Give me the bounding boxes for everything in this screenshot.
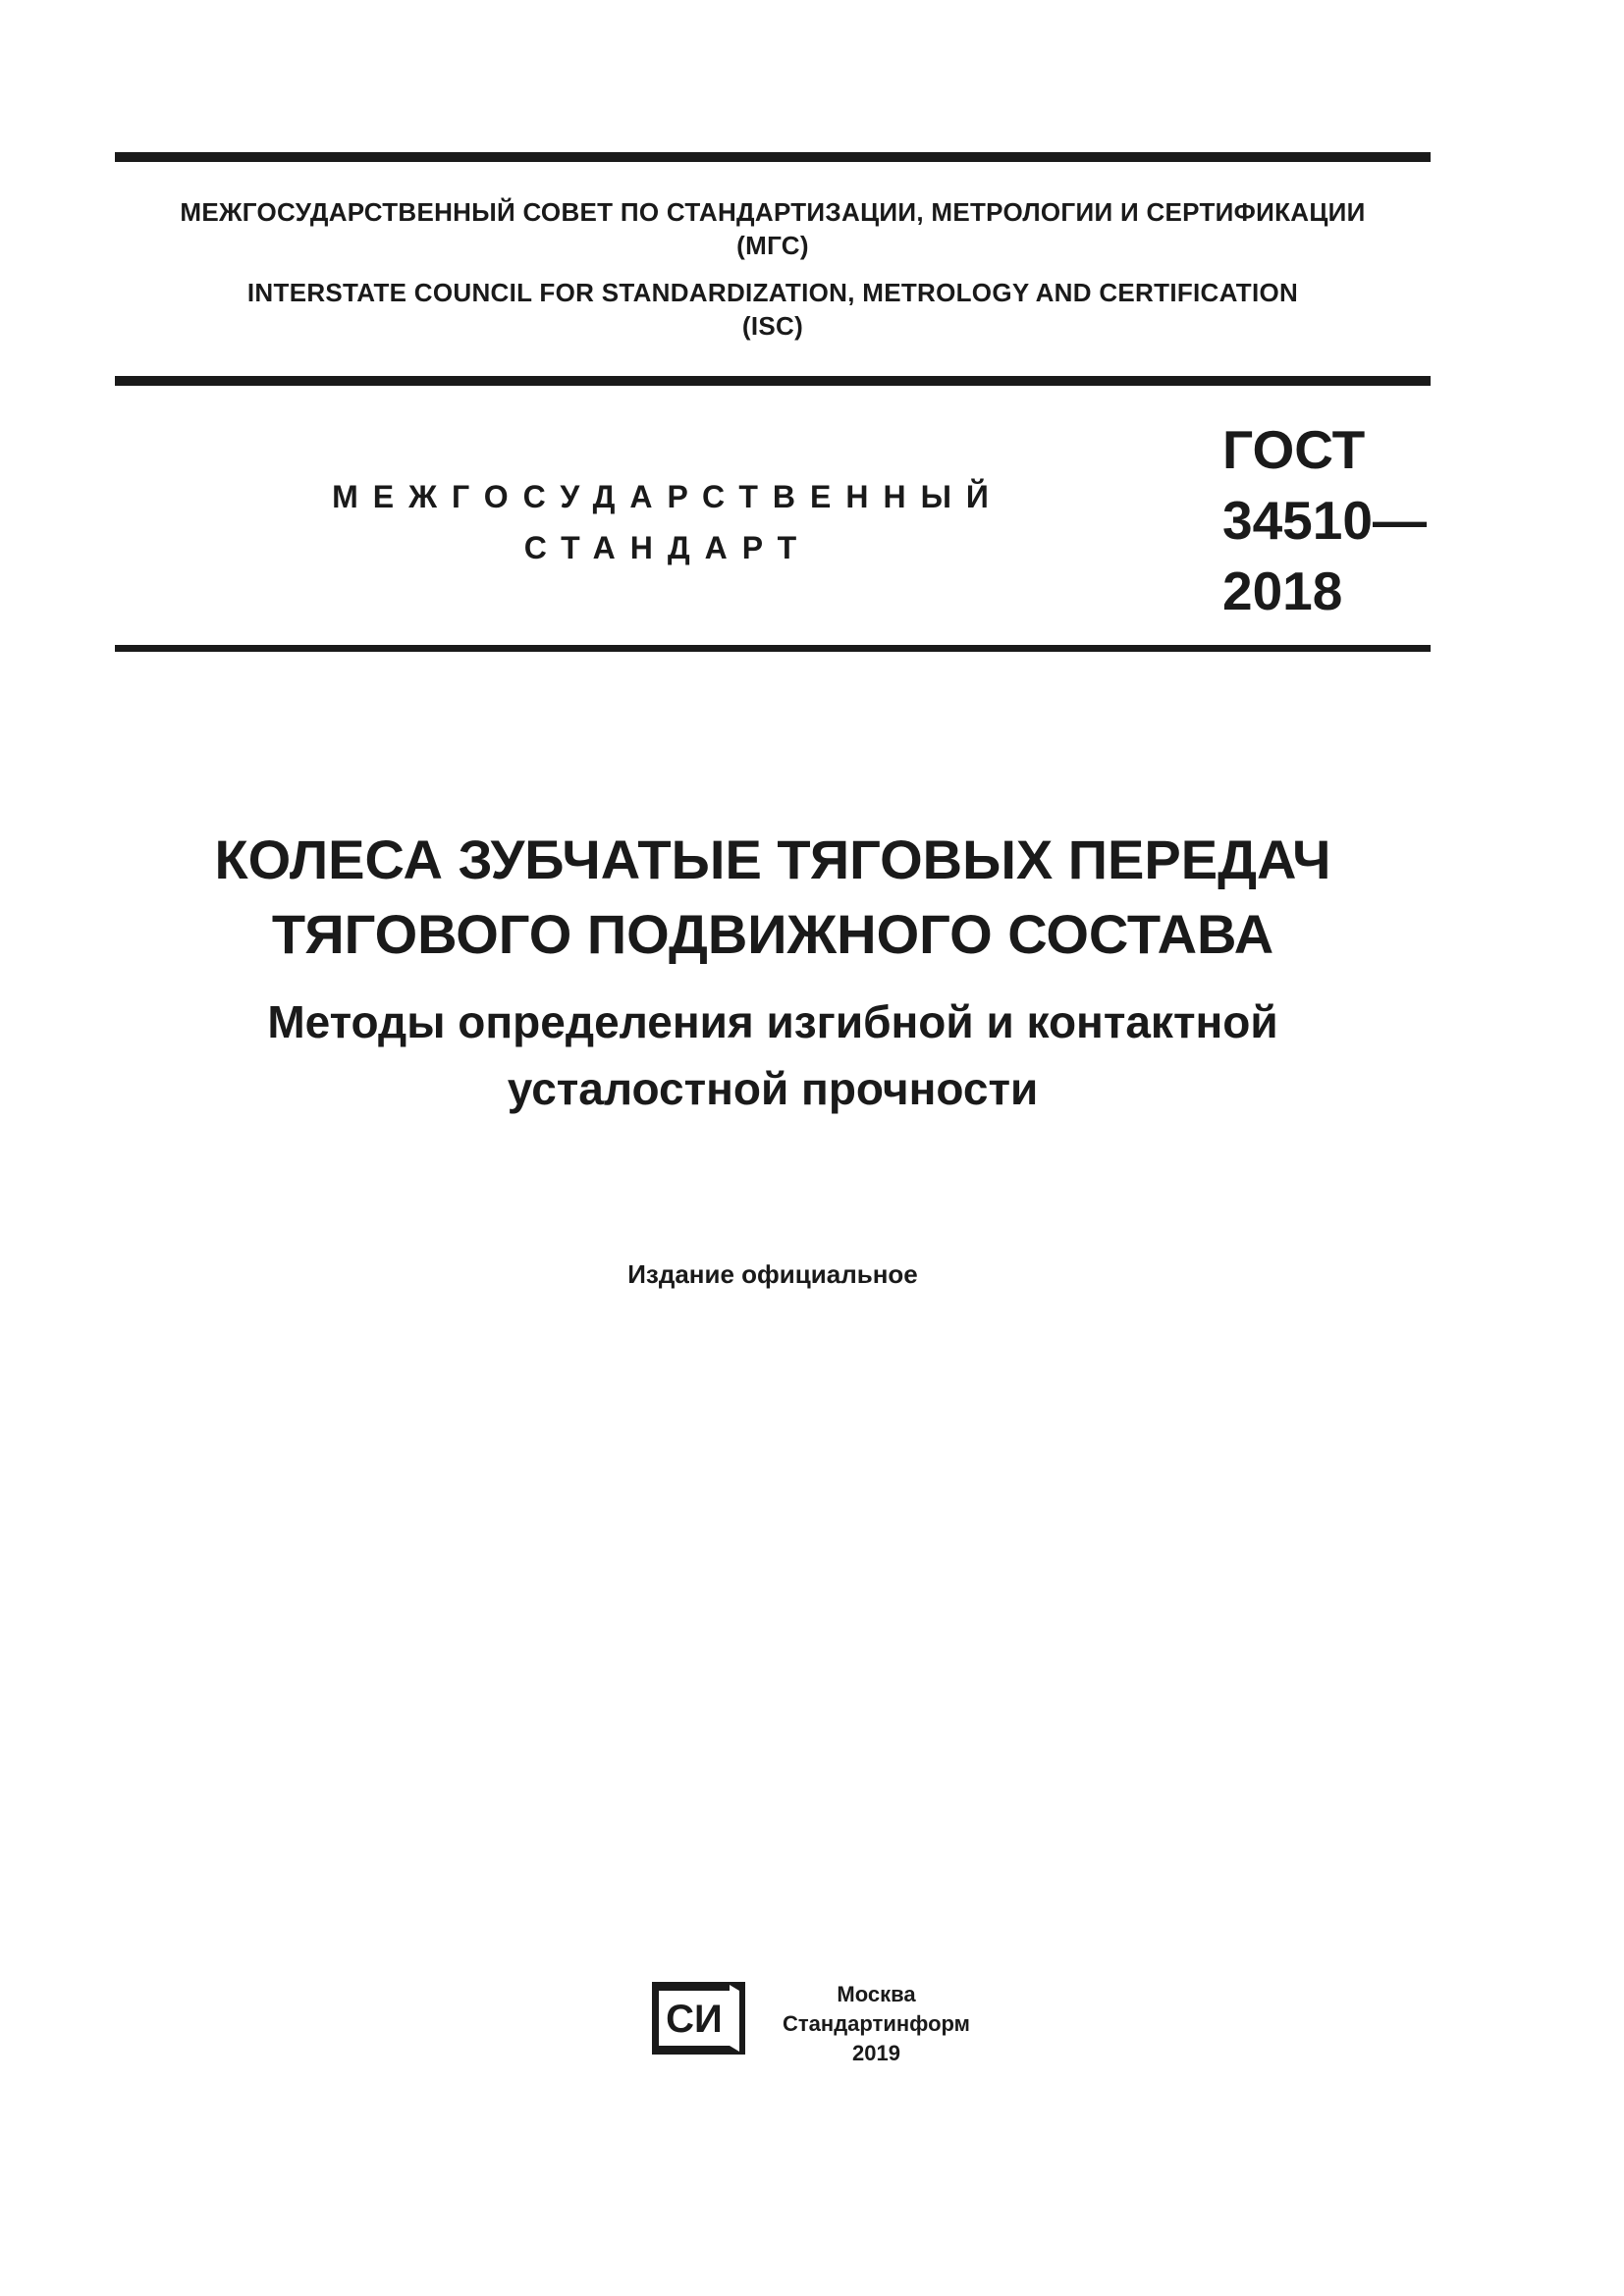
council-name-ru <box>115 195 1431 262</box>
council-abbr-ru: (МГС) <box>736 231 809 260</box>
standartinform-logo-icon <box>651 1981 746 2056</box>
bottom-rule <box>115 645 1431 652</box>
standard-type <box>295 471 1041 573</box>
document-title <box>115 823 1431 972</box>
title-line2: ТЯГОВОГО ПОДВИЖНОГО СОСТАВА <box>271 903 1274 965</box>
gost-number: 34510— <box>1222 490 1427 551</box>
publisher-block <box>756 1980 997 2068</box>
council-abbr-en: (ISC) <box>741 311 804 341</box>
title-line1: КОЛЕСА ЗУБЧАТЫЕ ТЯГОВЫХ ПЕРЕДАЧ <box>214 828 1331 890</box>
document-subtitle <box>115 988 1431 1122</box>
publisher-year: 2019 <box>852 2041 900 2065</box>
gost-year: 2018 <box>1222 561 1343 621</box>
council-name-en <box>115 276 1431 343</box>
subtitle-line1: Методы определения изгибной и контактной <box>267 996 1278 1047</box>
gost-label: ГОСТ <box>1222 419 1366 480</box>
standard-type-line2: СТАНДАРТ <box>523 530 812 565</box>
standard-type-line1: МЕЖГОСУДАРСТВЕННЫЙ <box>332 479 1003 514</box>
council-name-en-line1: INTERSTATE COUNCIL FOR STANDARDIZATION, METROLOGY AND CERTIFICATION <box>246 278 1299 307</box>
gost-designation <box>1222 414 1427 626</box>
logo-lettering: СИ <box>666 1998 723 2041</box>
publisher-name: Стандартинформ <box>783 2011 970 2036</box>
edition-label: Издание официальное <box>627 1259 918 1289</box>
council-name-ru-line1: МЕЖГОСУДАРСТВЕННЫЙ СОВЕТ ПО СТАНДАРТИЗАЦИИ, МЕТРОЛОГИИ И СЕРТИФИКАЦИИ <box>180 197 1366 227</box>
middle-rule <box>115 376 1431 386</box>
subtitle-line2: усталостной прочности <box>507 1063 1039 1114</box>
publisher-city: Москва <box>837 1982 916 2006</box>
top-rule <box>115 152 1431 162</box>
